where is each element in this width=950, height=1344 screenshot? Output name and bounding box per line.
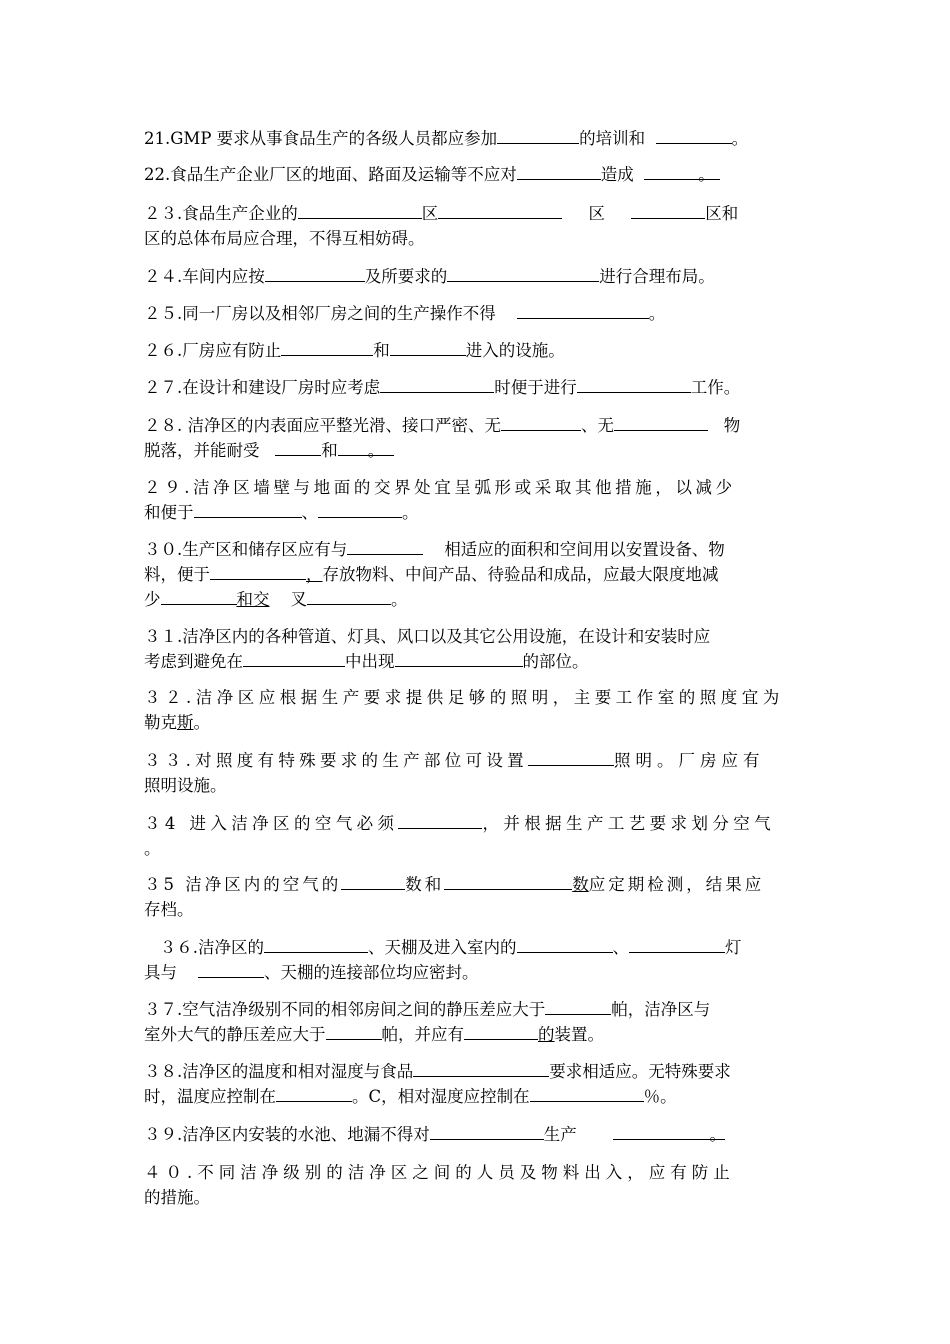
- answer-blank[interactable]: [276, 1084, 352, 1102]
- answer-blank[interactable]: [545, 997, 611, 1015]
- answer-blank[interactable]: [281, 338, 373, 356]
- answer-blank[interactable]: 。: [644, 162, 720, 180]
- question-21: 21.GMP 要求从事食品生产的各级人员都应参加 的培训和 。: [144, 126, 808, 151]
- answer-blank[interactable]: [528, 748, 614, 766]
- answer-blank[interactable]: [275, 438, 321, 456]
- question-27: ２７.在设计和建设厂房时应考虑 时便于进行 工作。: [144, 375, 808, 400]
- question-34: ３4 进入洁净区的空气必须 ，并根据生产工艺要求划分空气 。: [144, 811, 808, 861]
- question-36: ３６.洁净区的 、天棚及进入室内的 、 灯 具与 、天棚的连接部位均应密封。: [144, 935, 808, 985]
- answer-blank[interactable]: [430, 1122, 544, 1140]
- question-24: ２４.车间内应按 及所要求的 进行合理布局。: [144, 264, 808, 289]
- question-25: ２５.同一厂房以及相邻厂房之间的生产操作不得 。: [144, 301, 808, 326]
- question-23: ２３.食品生产企业的 区 区 区和 区的总体布局应合理，不得互相妨碍。: [144, 201, 808, 251]
- answer-blank[interactable]: [438, 201, 562, 219]
- answer-blank[interactable]: [614, 413, 708, 431]
- answer-blank[interactable]: [631, 201, 705, 219]
- answer-blank[interactable]: [398, 811, 482, 829]
- question-29: ２９.洁净区墙壁与地面的交界处宜呈弧形或采取其他措施，以减少 和便于 、 。: [144, 478, 736, 522]
- answer-blank[interactable]: [517, 301, 649, 319]
- question-40: ４０.不同洁净级别的洁净区之间的人员及物料出入，应有防止 的措施。: [144, 1163, 735, 1207]
- answer-blank[interactable]: 。: [613, 1122, 725, 1140]
- answer-blank[interactable]: [265, 264, 365, 282]
- answer-blank[interactable]: [464, 1022, 538, 1040]
- answer-blank[interactable]: [447, 264, 599, 282]
- question-35: ３5 洁净区内的空气的 数和 数应定期检测，结果应 存档。: [144, 872, 808, 922]
- answer-blank[interactable]: [307, 587, 391, 605]
- answer-blank[interactable]: [243, 649, 345, 667]
- question-26: ２６.厂房应有防止 和 进入的设施。: [144, 338, 808, 363]
- question-33: ３３.对照度有特殊要求的生产部位可设置 照明。厂房应有 照明设施。: [144, 748, 808, 798]
- question-22: 22.食品生产企业厂区的地面、路面及运输等不应对 造成 。: [144, 162, 808, 187]
- question-39: ３９.洁净区内安装的水池、地漏不得对 生产 。: [144, 1122, 808, 1147]
- answer-blank[interactable]: [341, 872, 405, 890]
- answer-blank[interactable]: [380, 375, 494, 393]
- answer-blank[interactable]: [210, 562, 306, 580]
- answer-blank[interactable]: [390, 338, 466, 356]
- question-37: ３７.空气洁净级别不同的相邻房间之间的静压差应大于 帕，洁净区与 室外大气的静压差应大于 帕，并应有 的装置。: [144, 997, 808, 1047]
- answer-blank[interactable]: [530, 1084, 644, 1102]
- answer-blank[interactable]: [318, 500, 402, 518]
- answer-blank[interactable]: [326, 1022, 382, 1040]
- answer-blank[interactable]: [497, 126, 579, 144]
- answer-blank[interactable]: [347, 537, 423, 555]
- answer-blank[interactable]: 。: [338, 438, 394, 456]
- answer-blank[interactable]: [413, 1059, 549, 1077]
- answer-blank[interactable]: [198, 960, 264, 978]
- question-30: ３０.生产区和储存区应有与 相适应的面积和空间用以安置设备、物 料，便于 ，存放物料、中间产品、待验品和成品，应最大限度地减 少 和交 叉 。: [144, 537, 808, 612]
- answer-blank[interactable]: [298, 201, 422, 219]
- answer-blank[interactable]: [395, 649, 523, 667]
- question-32: ３２.洁净区应根据生产要求提供足够的照明，主要工作室的照度宜为 勒克斯。: [144, 688, 784, 732]
- answer-blank[interactable]: [629, 935, 725, 953]
- answer-blank[interactable]: [517, 162, 601, 180]
- question-28: ２８. 洁净区的内表面应平整光滑、接口严密、无 、无 物 脱落，并能耐受 和 。: [144, 413, 808, 463]
- question-38: ３８.洁净区的温度和相对湿度与食品 要求相适应。无特殊要求 时，温度应控制在 。C，相对湿度应控制在 ％。: [144, 1059, 808, 1109]
- answer-blank[interactable]: [161, 587, 237, 605]
- answer-blank[interactable]: [264, 935, 368, 953]
- answer-blank[interactable]: [517, 935, 613, 953]
- answer-blank[interactable]: [577, 375, 691, 393]
- answer-blank[interactable]: [444, 872, 572, 890]
- answer-blank[interactable]: [656, 126, 732, 144]
- question-31: ３１.洁净区内的各种管道、灯具、风口以及其它公用设施，在设计和安装时应 考虑到避免在 中出现 的部位。: [144, 627, 711, 671]
- answer-blank[interactable]: [194, 500, 302, 518]
- answer-blank[interactable]: [501, 413, 581, 431]
